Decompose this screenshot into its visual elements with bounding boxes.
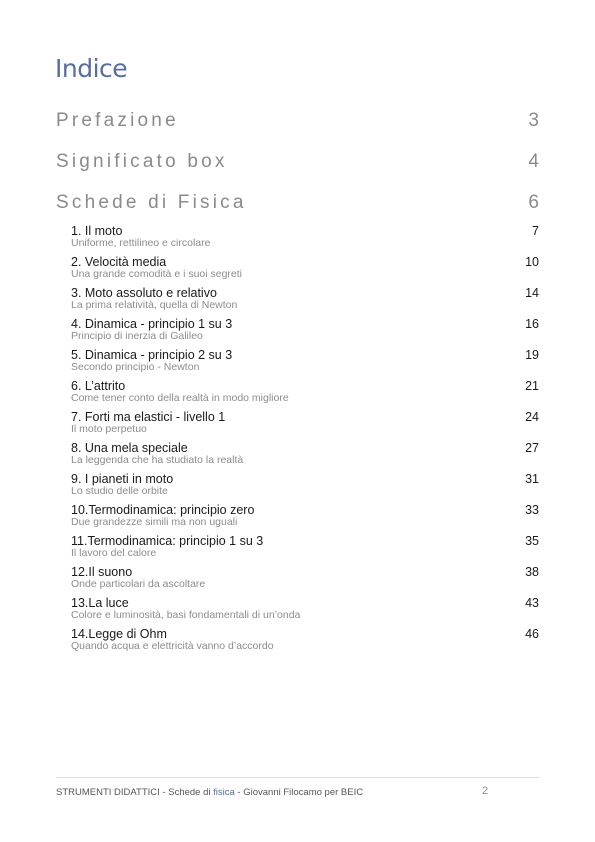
entry-subtitle: Onde particolari da ascoltare [71,578,206,590]
toc-entry[interactable] [71,596,539,627]
entry-title: 9. I pianeti in moto [71,472,174,486]
entry-subtitle: Uniforme, rettilineo e circolare [71,237,211,249]
footer-accent: fisica [213,787,235,798]
toc-entry[interactable] [71,317,539,348]
toc-section-schede-di-fisica[interactable] [56,192,539,214]
entry-title: 7. Forti ma elastici - livello 1 [71,410,226,424]
entry-subtitle: Lo studio delle orbite [71,485,168,497]
index-title: Indice [55,54,128,83]
entry-subtitle: La prima relatività, quella di Newton [71,299,238,311]
entry-subtitle: La leggenda che ha studiato la realtà [71,454,244,466]
entry-subtitle: Colore e luminosità, basi fondamentali di un’onda [71,609,301,621]
entry-title: 3. Moto assoluto e relativo [71,286,217,300]
toc-section-significato-box[interactable] [56,151,539,173]
toc-entry[interactable] [71,255,539,286]
footer-text [56,787,363,798]
entry-subtitle: Secondo principio - Newton [71,361,200,373]
toc-entry-list [71,224,539,658]
entry-page: 46 [525,627,539,641]
entry-title: 2. Velocità media [71,255,167,269]
section-page: 3 [528,110,539,131]
toc-entry[interactable] [71,410,539,441]
entry-page: 21 [525,379,539,393]
entry-title: 1. Il moto [71,224,123,238]
entry-title: 13.La luce [71,596,129,610]
toc-entry[interactable] [71,565,539,596]
toc-entry[interactable] [71,379,539,410]
footer-suffix: - Giovanni Filocamo per BEIC [234,787,364,798]
section-label: Significato box [56,151,228,172]
entry-page: 33 [525,503,539,517]
toc-entry[interactable] [71,286,539,317]
entry-title: 4. Dinamica - principio 1 su 3 [71,317,233,331]
entry-title: 11.Termodinamica: principio 1 su 3 [71,534,264,548]
entry-page: 10 [525,255,539,269]
section-label: Prefazione [56,110,179,131]
entry-page: 7 [532,224,539,238]
entry-subtitle: Una grande comodità e i suoi segreti [71,268,243,280]
entry-page: 16 [525,317,539,331]
toc-entry[interactable] [71,627,539,658]
entry-page: 35 [525,534,539,548]
toc-entry[interactable] [71,348,539,379]
entry-subtitle: Il lavoro del calore [71,547,157,559]
entry-subtitle: Come tener conto della realtà in modo migliore [71,392,289,404]
toc-entry[interactable] [71,472,539,503]
toc-entry[interactable] [71,503,539,534]
entry-page: 38 [525,565,539,579]
footer-divider [56,777,539,778]
footer-prefix: STRUMENTI DIDATTICI - Schede di [56,787,214,798]
entry-title: 5. Dinamica - principio 2 su 3 [71,348,233,362]
toc-entry[interactable] [71,224,539,255]
section-label: Schede di Fisica [56,192,247,213]
entry-title: 14.Legge di Ohm [71,627,167,641]
entry-subtitle: Due grandezze simili ma non uguali [71,516,238,528]
entry-page: 14 [525,286,539,300]
toc-section-prefazione[interactable] [56,110,539,132]
toc-entry[interactable] [71,534,539,565]
entry-title: 6. L’attrito [71,379,126,393]
entry-page: 31 [525,472,539,486]
entry-page: 27 [525,441,539,455]
entry-page: 19 [525,348,539,362]
section-page: 4 [528,151,539,172]
entry-subtitle: Il moto perpetuo [71,423,147,435]
entry-page: 24 [525,410,539,424]
section-page: 6 [528,192,539,213]
entry-title: 10.Termodinamica: principio zero [71,503,255,517]
entry-title: 8. Una mela speciale [71,441,188,455]
entry-page: 43 [525,596,539,610]
entry-subtitle: Principio di inerzia di Galileo [71,330,203,342]
footer-page-number: 2 [482,785,489,797]
toc-entry[interactable] [71,441,539,472]
entry-title: 12.Il suono [71,565,133,579]
entry-subtitle: Quando acqua e elettricità vanno d’accordo [71,640,274,652]
